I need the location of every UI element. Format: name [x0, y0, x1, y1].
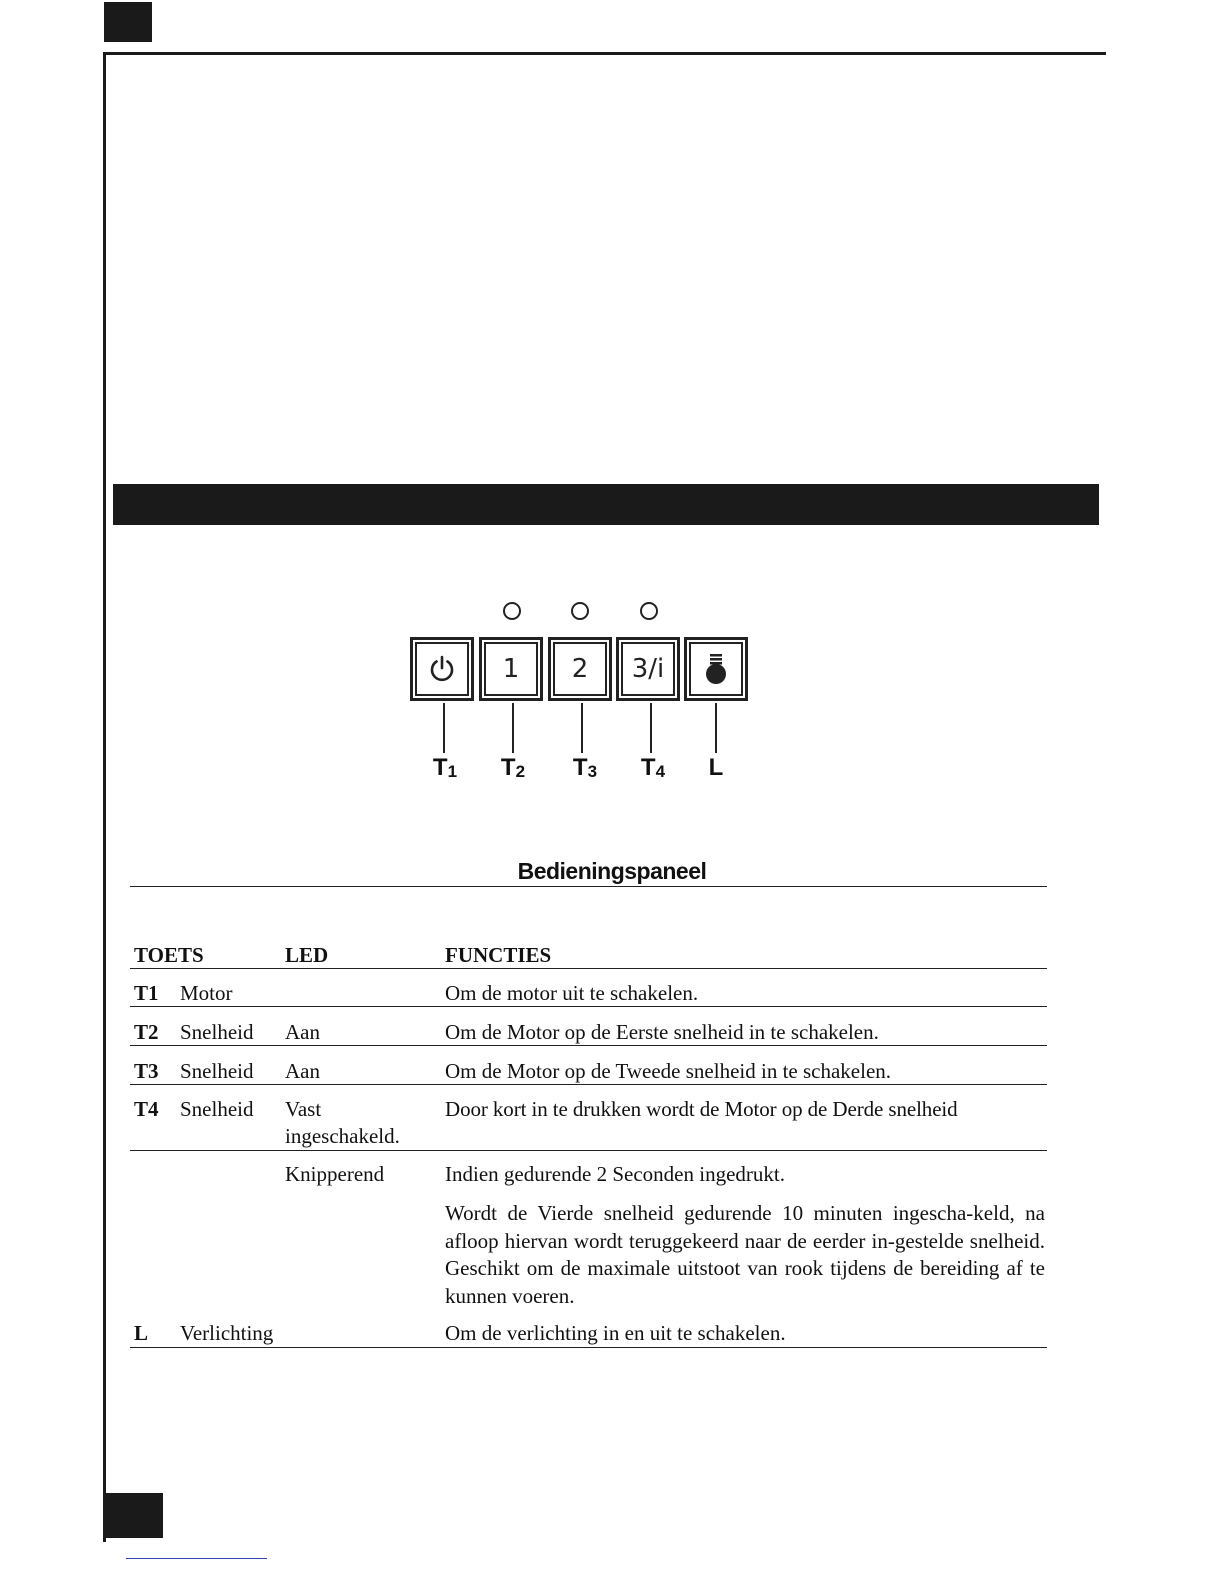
key-label-t3: $T_3$ — [572, 754, 598, 781]
row-code: T3 — [134, 1059, 159, 1083]
row-code: L — [134, 1321, 149, 1345]
key-t2-speed-1: 1 — [479, 637, 543, 701]
row-function: Indien gedurende 2 Seconden ingedrukt. — [445, 1162, 785, 1186]
leader-line-t1 — [443, 703, 445, 753]
table-header-functions: FUNCTIES — [445, 943, 552, 967]
key-label-l: L — [708, 754, 724, 781]
row-led: Aan — [285, 1020, 320, 1044]
led-indicator-speed-1 — [503, 602, 521, 620]
row-name: Motor — [180, 981, 233, 1005]
table-rule — [130, 1347, 1047, 1348]
key-label-t1: $T_1$ — [432, 754, 458, 781]
table-header-key: TOETS — [134, 943, 204, 967]
table-header-led: LED — [285, 943, 329, 967]
row-name: Verlichting — [180, 1321, 274, 1345]
key-label-t2: $T_2$ — [500, 754, 526, 781]
leader-line-t4 — [650, 703, 652, 753]
leader-line-t2 — [512, 703, 514, 753]
key-label-t4: $T_4$ — [640, 754, 666, 781]
light-bulb-icon — [701, 652, 731, 686]
table-rule — [130, 1084, 1047, 1085]
table-rule — [130, 1150, 1047, 1151]
row-name: Snelheid — [180, 1059, 254, 1083]
row-code: T1 — [134, 981, 159, 1005]
leader-line-t3 — [581, 703, 583, 753]
row-function: Om de motor uit te schakelen. — [445, 981, 699, 1005]
row-code: T2 — [134, 1020, 159, 1044]
led-indicator-speed-3 — [640, 602, 658, 620]
power-icon — [427, 654, 457, 684]
key-t1-power — [410, 637, 474, 701]
row-code: T4 — [134, 1097, 159, 1121]
row-led-line-2: ingeschakeld. — [285, 1124, 400, 1148]
table-rule — [130, 968, 1047, 969]
key-t3-speed-2: 2 — [548, 637, 612, 701]
diagram-caption: Bedieningspaneel — [517, 858, 707, 884]
key-l-light — [684, 637, 748, 701]
row-name: Snelheid — [180, 1020, 254, 1044]
row-led-line-1: Vast — [285, 1097, 322, 1121]
row-function-description: Wordt de Vierde snelheid gedurende 10 minuten ingescha-keld, na afloop hiervan wordt teruggekeerd naar de eerder in-gestelde snelheid. Geschikt om de maximale uitstoot van rook tijdens de bereiding af te kunnen voeren. — [445, 1201, 1045, 1308]
table-rule — [130, 1006, 1047, 1007]
row-led: Knipperend — [285, 1162, 385, 1186]
leader-line-l — [715, 703, 717, 753]
row-name: Snelheid — [180, 1097, 254, 1121]
row-function: Om de verlichting in en uit te schakelen. — [445, 1321, 786, 1345]
row-led: Aan — [285, 1059, 320, 1083]
led-indicator-speed-2 — [571, 602, 589, 620]
caption-rule — [130, 886, 1047, 887]
table-rule — [130, 1045, 1047, 1046]
row-function: Om de Motor op de Eerste snelheid in te schakelen. — [445, 1020, 879, 1044]
row-function: Door kort in te drukken wordt de Motor op de Derde snelheid — [445, 1097, 958, 1121]
row-function: Om de Motor op de Tweede snelheid in te schakelen. — [445, 1059, 892, 1083]
key-t4-speed-3: 3/i — [616, 637, 680, 701]
